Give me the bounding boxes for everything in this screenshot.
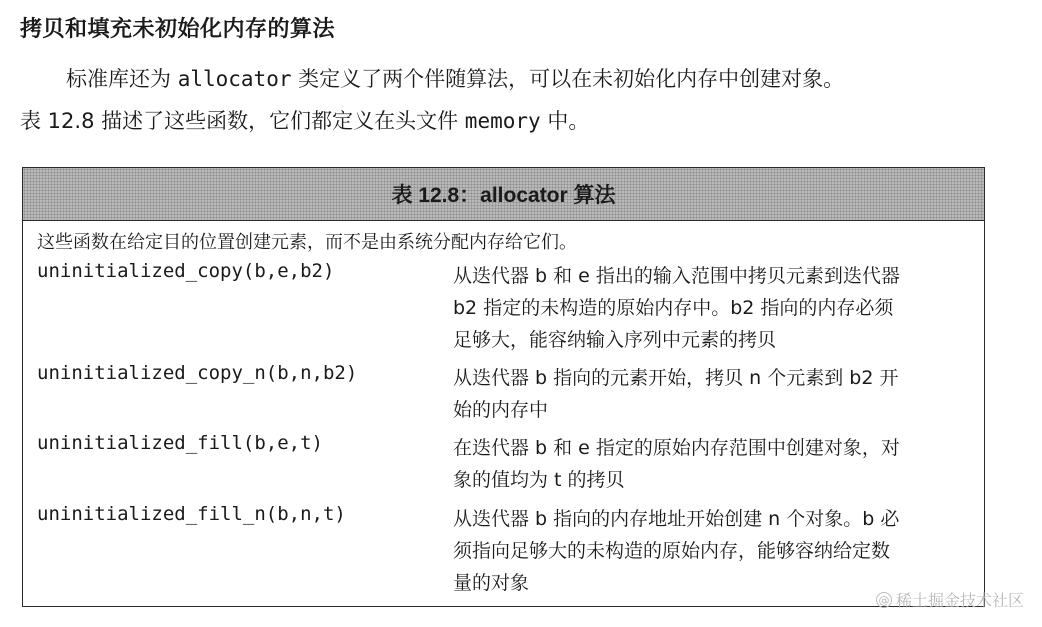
function-description <box>453 503 973 599</box>
description-line: 在迭代器 b 和 e 指定的原始内存范围中创建对象，对 <box>453 437 900 459</box>
allocator-algorithms-table <box>22 167 985 607</box>
description-line: 量的对象 <box>453 572 530 594</box>
description-line: 始的内存中 <box>453 399 549 421</box>
watermark-text: 稀土掘金技术社区 <box>895 591 1024 610</box>
description-line: b2 指定的未构造的原始内存中。b2 指向的内存必须 <box>453 297 894 319</box>
function-description <box>453 432 973 496</box>
table-title: 表 12.8：allocator 算法 <box>23 168 984 221</box>
description-line: 足够大，能容纳输入序列中元素的拷贝 <box>453 329 777 351</box>
table-description: 这些函数在给定目的位置创建元素，而不是由系统分配内存给它们。 <box>37 232 577 253</box>
code-allocator: allocator <box>177 67 292 91</box>
intro-line-2 <box>20 100 1020 142</box>
description-line: 象的值均为 t 的拷贝 <box>453 469 625 491</box>
code-memory: memory <box>464 109 541 133</box>
at-icon: @ <box>876 592 892 608</box>
description-line: 从迭代器 b 指向的元素开始，拷贝 n 个元素到 b2 开 <box>453 367 899 389</box>
section-title: 拷贝和填充未初始化内存的算法 <box>20 17 336 42</box>
intro-text: 中。 <box>540 109 590 133</box>
function-signature: uninitialized_copy(b,e,b2) <box>37 260 335 282</box>
intro-paragraph <box>20 58 1020 142</box>
function-description <box>453 362 973 426</box>
function-signature: uninitialized_fill(b,e,t) <box>37 432 323 454</box>
intro-text: 类定义了两个伴随算法，可以在未初始化内存中创建对象。 <box>291 67 845 91</box>
function-signature: uninitialized_copy_n(b,n,b2) <box>37 362 358 384</box>
description-line: 从迭代器 b 指向的内存地址开始创建 n 个对象。b 必 <box>453 508 900 530</box>
function-signature: uninitialized_fill_n(b,n,t) <box>37 503 346 525</box>
intro-line-1 <box>20 58 1020 100</box>
intro-text: 表 12.8 描述了这些函数，它们都定义在头文件 <box>20 109 465 133</box>
watermark <box>876 588 1024 611</box>
description-line: 从迭代器 b 和 e 指出的输入范围中拷贝元素到迭代器 <box>453 265 900 287</box>
intro-text: 标准库还为 <box>66 67 178 91</box>
function-description <box>453 260 973 356</box>
description-line: 须指向足够大的未构造的原始内存，能够容纳给定数 <box>453 540 891 562</box>
